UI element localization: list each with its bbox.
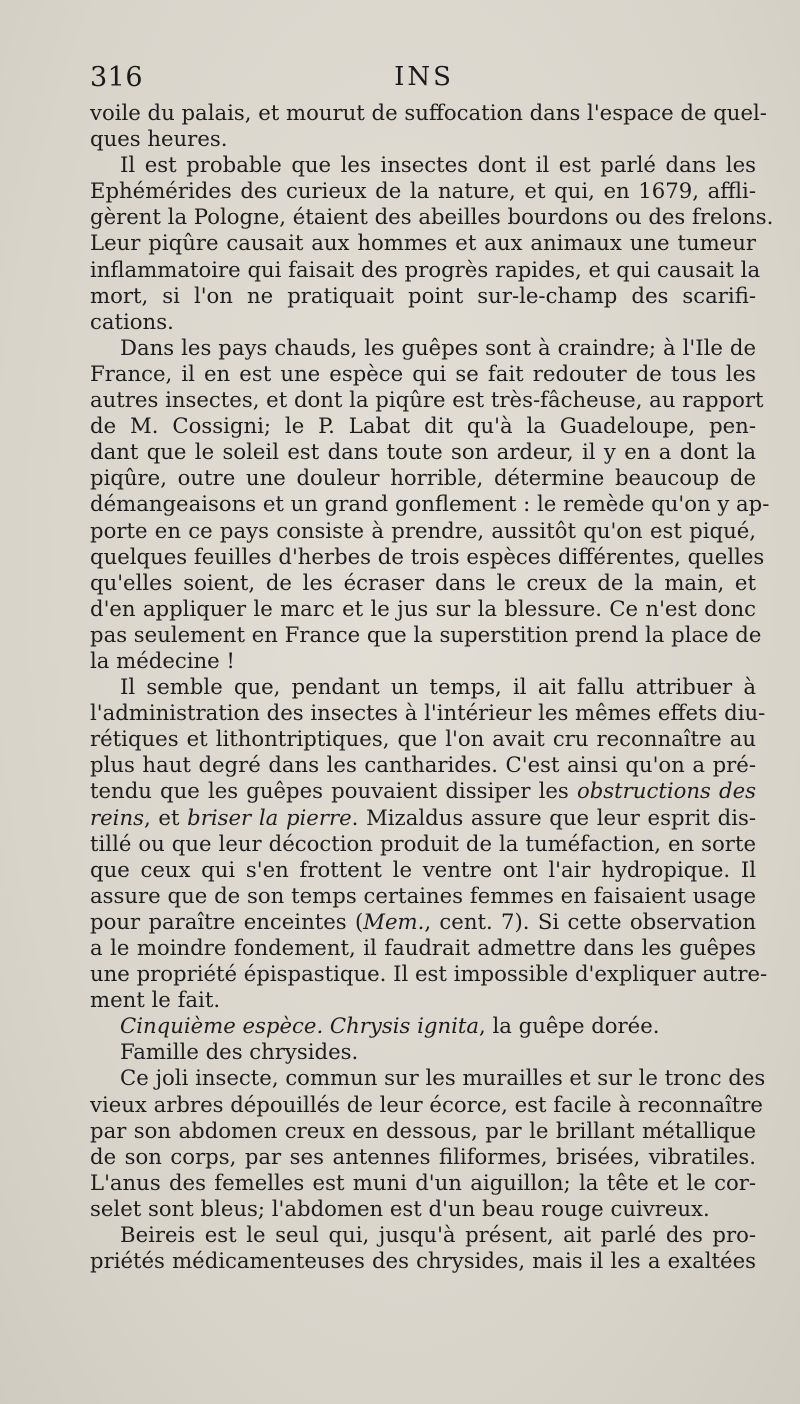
line-text: France, il en est une espèce qui se fait redouter de tous les (90, 360, 756, 386)
text-line (90, 283, 756, 309)
text-line (90, 126, 756, 152)
text-line (90, 178, 756, 204)
text-line (90, 570, 756, 596)
text-line (90, 491, 770, 517)
text-line (90, 883, 756, 909)
line-text: dant que le soleil est dans toute son ardeur, il y en a dont la (90, 439, 756, 465)
running-head: INS (394, 62, 454, 92)
line-text: Il semble que, pendant un temps, il ait fallu attribuer à (120, 674, 756, 700)
line-text: l'administration des insectes à l'intérieur les mêmes effets diu- (90, 700, 766, 726)
line-text: voile du palais, et mourut de suffocation dans l'espace de quel- (90, 100, 767, 125)
text-line (90, 1144, 756, 1170)
text-line (90, 857, 756, 883)
line-text: la médecine ! (90, 647, 235, 673)
text-line (90, 1222, 756, 1248)
text-line (90, 230, 756, 256)
text-line (90, 309, 756, 335)
text-line (90, 1170, 756, 1196)
line-text: une propriété épispastique. Il est impossible d'expliquer autre- (90, 961, 768, 987)
text-line (90, 1196, 756, 1222)
line-text: que ceux qui s'en frottent le ventre ont l'air hydropique. Il (90, 856, 756, 882)
line-text: pour paraître enceintes ( (90, 908, 364, 934)
line-text: Il est probable que les insectes dont il est parlé dans les (120, 152, 756, 178)
line-text: priétés médicamenteuses des chrysides, mais il les a exaltées (90, 1248, 756, 1274)
text-line (90, 961, 768, 987)
line-text: Ce joli insecte, commun sur les murailles et sur le tronc des (120, 1065, 766, 1091)
text-line (90, 204, 774, 230)
text-line (90, 700, 766, 726)
line-text: de M. Cossigni; le P. Labat dit qu'à la Guadeloupe, pen- (90, 413, 756, 439)
text-line (90, 465, 756, 491)
text-line (90, 1248, 756, 1274)
line-text: Leur piqûre causait aux hommes et aux animaux une tumeur (90, 230, 756, 256)
text-line (90, 935, 756, 961)
text-line (90, 387, 764, 413)
text-line (90, 518, 756, 544)
line-text: , cent. 7). Si cette observation (424, 908, 757, 934)
line-text: L'anus des femelles est muni d'un aiguillon; la tête et le cor- (90, 1169, 756, 1195)
line-text: a le moindre fondement, il faudrait admettre dans les guêpes (90, 935, 756, 960)
line-text: démangeaisons et un grand gonflement : le remède qu'on y ap- (90, 491, 770, 517)
text-line (90, 100, 767, 126)
text-line (90, 1118, 756, 1144)
text-line (90, 256, 761, 283)
text-line (90, 1091, 763, 1118)
italic-text: obstructions des (576, 778, 757, 804)
text-line (90, 752, 756, 778)
line-text: gèrent la Pologne, étaient des abeilles bourdons ou des frelons. (90, 204, 774, 230)
line-text: Dans les pays chauds, les guêpes sont à craindre; à l'Ile de (120, 334, 756, 360)
text-line (90, 152, 756, 178)
text-line (90, 1013, 756, 1039)
line-text: pas seulement en France que la superstition prend la place de (90, 621, 762, 647)
text-line (90, 361, 756, 387)
line-text: assure que de son temps certaines femmes en faisaient usage (90, 882, 756, 908)
line-text: , la guêpe dorée. (479, 1013, 660, 1039)
line-text: selet sont bleus; l'abdomen est d'un beau rouge cuivreux. (90, 1195, 710, 1221)
line-text: Beireis est le seul qui, jusqu'à présent, ait parlé des pro- (120, 1222, 756, 1248)
text-line (90, 543, 765, 570)
body-text (90, 100, 774, 1274)
text-line (90, 439, 756, 465)
line-text: mort, si l'on ne pratiquait point sur-le-champ des scarifi- (90, 282, 756, 308)
text-line (90, 726, 756, 752)
text-line (90, 1039, 756, 1065)
text-line (90, 778, 756, 804)
line-text: autres insectes, et dont la piqûre est très-fâcheuse, au rapport (90, 387, 764, 413)
text-line (90, 805, 756, 831)
line-text: d'en appliquer le marc et le jus sur la blessure. Ce n'est donc (90, 595, 756, 621)
italic-text: briser la pierre (187, 804, 352, 830)
line-text: plus haut degré dans les cantharides. C'est ainsi qu'on a pré- (90, 752, 756, 778)
page-header (90, 58, 758, 98)
text-line (90, 621, 762, 648)
italic-text: Mem. (363, 908, 425, 934)
line-text: ques heures. (90, 126, 228, 152)
line-text: , et (143, 804, 188, 830)
text-line (90, 987, 756, 1013)
line-text: de son corps, par ses antennes filiformes, brisées, vibratiles. (90, 1143, 756, 1169)
italic-text: Cinquième espèce. Chrysis ignita (120, 1013, 480, 1039)
text-line (90, 335, 756, 361)
line-text: rétiques et lithontriptiques, que l'on avait cru reconnaître au (90, 726, 756, 752)
line-text: porte en ce pays consiste à prendre, aussitôt qu'on est piqué, (90, 517, 756, 543)
line-text: quelques feuilles d'herbes de trois espèces différentes, quelles (90, 543, 765, 569)
text-line (90, 413, 756, 439)
line-text: Ephémérides des curieux de la nature, et qui, en 1679, affli- (90, 178, 756, 204)
line-text: vieux arbres dépouillés de leur écorce, est facile à reconnaître (90, 1091, 763, 1117)
text-line (90, 674, 756, 700)
text-line (90, 831, 756, 857)
line-text: inflammatoire qui faisait des progrès rapides, et qui causait la (90, 256, 761, 282)
line-text: piqûre, outre une douleur horrible, détermine beaucoup de (90, 465, 756, 491)
text-line (90, 648, 756, 674)
text-line (90, 909, 756, 935)
text-line (90, 596, 756, 622)
line-text: . Mizaldus assure que leur esprit dis- (351, 804, 756, 830)
line-text: cations. (90, 308, 174, 334)
line-text: Famille des chrysides. (120, 1039, 359, 1065)
line-text: tendu que les guêpes pouvaient dissiper les (90, 778, 577, 804)
line-text: ment le fait. (90, 987, 221, 1013)
line-text: tillé ou que leur décoction produit de la tuméfaction, en sorte (90, 830, 756, 856)
line-text: qu'elles soient, de les écraser dans le creux de la main, et (90, 569, 756, 595)
text-line (90, 1065, 766, 1091)
line-text: par son abdomen creux en dessous, par le brillant métallique (90, 1117, 756, 1143)
page-number: 316 (90, 62, 144, 93)
italic-text: reins (90, 804, 144, 830)
